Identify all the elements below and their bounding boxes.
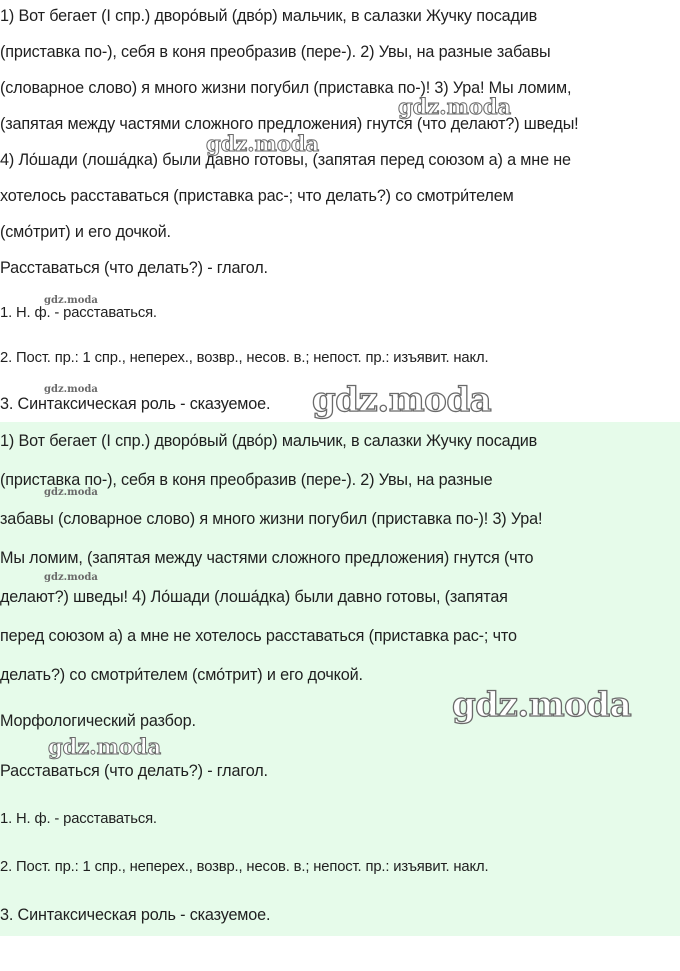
text-line: Расставаться (что делать?) - глагол. bbox=[0, 762, 268, 780]
watermark: gdz.moda bbox=[206, 131, 320, 156]
text-line: делают?) шведы! 4) Ло́шади (лоша́дка) были давно готовы, (запятая bbox=[0, 588, 508, 606]
text-line: 1) Вот бегает (I спр.) дворо́вый (дво́р) мальчик, в салазки Жучку посадив bbox=[0, 7, 538, 25]
text-line: 2. Пост. пр.: 1 спр., неперех., возвр., несов. в.; непост. пр.: изъявит. накл. bbox=[0, 859, 489, 875]
watermark: gdz.moda bbox=[312, 380, 492, 420]
text-line: хотелось расставаться (приставка рас-; что делать?) со смотри́телем bbox=[0, 187, 514, 205]
watermark: gdz.moda bbox=[44, 295, 98, 306]
text-line: (смо́трит) и его дочкой. bbox=[0, 223, 171, 241]
text-line: (приставка по-), себя в коня преобразив (пере-). 2) Увы, на разные bbox=[0, 471, 493, 489]
watermark: gdz.moda bbox=[452, 685, 632, 725]
text-line: 3. Синтаксическая роль - сказуемое. bbox=[0, 395, 271, 413]
text-line: 1) Вот бегает (I спр.) дворо́вый (дво́р) мальчик, в салазки Жучку посадив bbox=[0, 432, 538, 450]
text-line: Расставаться (что делать?) - глагол. bbox=[0, 259, 268, 277]
text-line: (запятая между частями сложного предложения) гнутся (что делают?) шведы! bbox=[0, 115, 579, 133]
answer-section-2 bbox=[0, 422, 680, 936]
text-line: 4) Ло́шади (лоша́дка) были давно готовы, (запятая перед союзом а) а мне не bbox=[0, 151, 571, 169]
text-line: (словарное слово) я много жизни погубил (приставка по-)! 3) Ура! Мы ломим, bbox=[0, 79, 572, 97]
text-line: делать?) со смотри́телем (смо́трит) и его дочкой. bbox=[0, 666, 363, 684]
watermark: gdz.moda bbox=[44, 384, 98, 395]
watermark: gdz.moda bbox=[48, 734, 162, 759]
text-line: 1. Н. ф. - расставаться. bbox=[0, 305, 157, 321]
text-line: 1. Н. ф. - расставаться. bbox=[0, 811, 157, 827]
text-line: Мы ломим, (запятая между частями сложного предложения) гнутся (что bbox=[0, 549, 534, 567]
watermark: gdz.moda bbox=[398, 94, 512, 119]
text-line: (приставка по-), себя в коня преобразив (пере-). 2) Увы, на разные забавы bbox=[0, 43, 551, 61]
text-line: забавы (словарное слово) я много жизни погубил (приставка по-)! 3) Ура! bbox=[0, 510, 543, 528]
watermark: gdz.moda bbox=[44, 487, 98, 498]
section-heading: Морфологический разбор. bbox=[0, 712, 196, 730]
text-line: 2. Пост. пр.: 1 спр., неперех., возвр., несов. в.; непост. пр.: изъявит. накл. bbox=[0, 350, 489, 366]
text-line: перед союзом а) а мне не хотелось расставаться (приставка рас-; что bbox=[0, 627, 517, 645]
watermark: gdz.moda bbox=[44, 572, 98, 583]
text-line: 3. Синтаксическая роль - сказуемое. bbox=[0, 906, 271, 924]
